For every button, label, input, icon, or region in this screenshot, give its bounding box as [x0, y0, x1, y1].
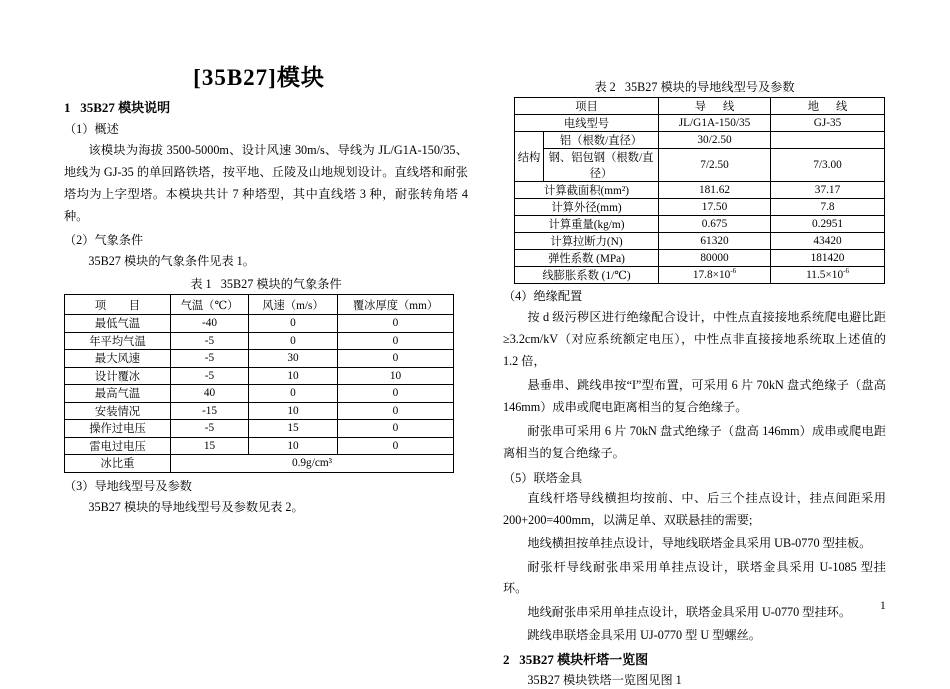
- value-exponent: -6: [730, 267, 737, 276]
- table-row: [515, 216, 885, 233]
- page-title: [35B27]模块: [193, 65, 325, 90]
- table-cell: 40: [171, 385, 249, 403]
- table-cell: 0.9g/cm³: [171, 455, 454, 473]
- subsection-1-1-heading: （1）概述: [64, 122, 119, 136]
- table-cell: 最大风速: [65, 350, 171, 368]
- table-cell: -5: [171, 420, 249, 438]
- table-cell: 计算重量(kg/m): [515, 216, 659, 233]
- page-number: 1: [880, 600, 886, 612]
- table-footer-row: [65, 455, 454, 473]
- left-column: [64, 100, 468, 518]
- wire-parameters-table: [514, 97, 885, 284]
- table-cell: 0: [249, 332, 338, 350]
- table-cell: 0.2951: [771, 216, 885, 233]
- table-cell: 0: [249, 315, 338, 333]
- table-cell: 雷电过电压: [65, 437, 171, 455]
- table-cell: 电线型号: [515, 115, 659, 132]
- table-header-row: [515, 98, 885, 115]
- table-cell: 年平均气温: [65, 332, 171, 350]
- table-cell: 0.675: [659, 216, 771, 233]
- table-row: [515, 149, 885, 182]
- subsection-1-3-heading: （3）导地线型号及参数: [64, 478, 192, 493]
- table-row: [65, 437, 454, 455]
- table-cell: 0: [338, 420, 454, 438]
- column-header: 气温（℃）: [171, 295, 249, 315]
- table-cell: 181.62: [659, 182, 771, 199]
- table-cell: -5: [171, 350, 249, 368]
- table-cell: 计算外径(mm): [515, 199, 659, 216]
- table-cell: 30: [249, 350, 338, 368]
- column-header: 地 线: [771, 98, 885, 115]
- table-row: [65, 332, 454, 350]
- fittings-paragraph-1: 直线杆塔导线横担均按前、中、后三个挂点设计，挂点间距采用 200+200=400mm，以满足单、双联悬挂的需要;: [503, 491, 886, 527]
- table-cell: 30/2.50: [659, 132, 771, 149]
- insulation-paragraph-1: 按 d 级污秽区进行绝缘配合设计，中性点直接接地系统爬电避比距≥3.2cm/kV（对应系统额定电压），中性点非直接接地系统取上述值的 1.2 倍，: [503, 310, 886, 368]
- table-cell: [771, 267, 885, 284]
- table-cell: GJ-35: [771, 115, 885, 132]
- insulation-paragraph-2: 悬垂串、跳线串按“I”型布置，可采用 6 片 70kN 盘式绝缘子（盘高 146mm）成串或爬电距离相当的复合绝缘子。: [503, 378, 886, 414]
- table-cell: 10: [249, 367, 338, 385]
- table-cell: 0: [338, 385, 454, 403]
- weather-conditions-table: [64, 294, 454, 473]
- table-row: [65, 420, 454, 438]
- table-header-row: [65, 295, 454, 315]
- section-2-paragraph: 35B27 模块铁塔一览图见图 1: [527, 672, 682, 687]
- table-cell: 弹性系数 (MPa): [515, 250, 659, 267]
- table-cell: 43420: [771, 233, 885, 250]
- table-cell: 计算截面积(mm²): [515, 182, 659, 199]
- right-column: [503, 78, 886, 689]
- table-cell: 37.17: [771, 182, 885, 199]
- value-exponent: -6: [843, 267, 849, 276]
- table-cell: 10: [249, 437, 338, 455]
- table-row: [65, 402, 454, 420]
- fittings-paragraph-5: 跳线串联塔金具采用 UJ-0770 型 U 型螺丝。: [527, 628, 761, 642]
- table-row: [515, 132, 885, 149]
- table-cell: 线膨胀系数 (1/℃): [515, 267, 659, 284]
- table-cell: 80000: [659, 250, 771, 267]
- table-cell: 181420: [771, 250, 885, 267]
- table-cell: 安装情况: [65, 402, 171, 420]
- fittings-paragraph-4: 地线耐张串采用单挂点设计，联塔金具采用 U-0770 型挂环。: [527, 604, 852, 619]
- value-base: 17.8×10: [692, 269, 731, 281]
- column-header: 覆冰厚度（mm）: [338, 295, 454, 315]
- table-cell: -5: [171, 332, 249, 350]
- table-cell: 操作过电压: [65, 420, 171, 438]
- table-cell: 7/2.50: [659, 149, 771, 182]
- table-cell: 结构: [515, 132, 544, 182]
- fittings-paragraph-2: 地线横担按单挂点设计，导地线联塔金具采用 UB-0770 型挂板。: [527, 536, 872, 550]
- table-cell: 17.50: [659, 199, 771, 216]
- column-header: 项目: [515, 98, 659, 115]
- table-cell: 设计覆冰: [65, 367, 171, 385]
- table-cell: 0: [338, 350, 454, 368]
- table-cell: 0: [338, 332, 454, 350]
- table-cell: JL/G1A-150/35: [659, 115, 771, 132]
- table-cell: 0: [338, 437, 454, 455]
- table-cell: -5: [171, 367, 249, 385]
- table-cell: 10: [338, 367, 454, 385]
- table-row: [515, 199, 885, 216]
- column-header: 项 目: [65, 295, 171, 315]
- table-cell: 10: [249, 402, 338, 420]
- subsection-1-2-heading: （2）气象条件: [64, 233, 144, 247]
- table-row: [515, 233, 885, 250]
- table-row: [515, 115, 885, 132]
- table-cell: 0: [249, 385, 338, 403]
- table-cell: 15: [171, 437, 249, 455]
- table-row: [515, 182, 885, 199]
- table-cell: 7.8: [771, 199, 885, 216]
- table2-caption: 表 2 35B27 模块的导地线型号及参数: [594, 80, 795, 94]
- table-cell: 7/3.00: [771, 149, 885, 182]
- section-1-heading: 1 35B27 模块说明: [64, 100, 171, 115]
- table-cell: -15: [171, 402, 249, 420]
- column-header: 导 线: [659, 98, 771, 115]
- table-cell: 计算拉断力(N): [515, 233, 659, 250]
- table-cell: 0: [338, 315, 454, 333]
- table-cell: 铝（根数/直径）: [544, 132, 659, 149]
- table-row: [65, 350, 454, 368]
- table-cell: 最低气温: [65, 315, 171, 333]
- section-2-heading: 2 35B27 模块杆塔一览图: [503, 651, 649, 667]
- table-cell: [771, 132, 885, 149]
- wires-intro-paragraph: 35B27 模块的导地线型号及参数见表 2。: [88, 499, 304, 514]
- table-cell: 最高气温: [65, 385, 171, 403]
- table1-caption: 表 1 35B27 模块的气象条件: [190, 277, 342, 291]
- table-cell: 冰比重: [65, 455, 171, 473]
- table-cell: 15: [249, 420, 338, 438]
- table-row: [515, 267, 885, 284]
- overview-paragraph: 该模块为海拔 3500-5000m、设计风速 30m/s、导线为 JL/G1A-150/35、地线为 GJ-35 的单回路铁塔，按平地、丘陵及山地规划设计。直线塔和耐张塔均为上字型塔。本模块共计 7 种塔型，其中直线塔 3 种，耐张转角塔 4 种。: [64, 143, 468, 223]
- value-base: 11.5×10: [806, 269, 844, 281]
- table-cell: 61320: [659, 233, 771, 250]
- table-cell: [659, 267, 771, 284]
- column-header: 风速（m/s）: [249, 295, 338, 315]
- table-row: [65, 315, 454, 333]
- subsection-1-5-heading: （5）联塔金具: [503, 471, 583, 485]
- table-row: [65, 367, 454, 385]
- table-row: [65, 385, 454, 403]
- weather-intro-paragraph: 35B27 模块的气象条件见表 1。: [88, 254, 255, 268]
- subsection-1-4-heading: （4）绝缘配置: [503, 289, 583, 303]
- table-cell: -40: [171, 315, 249, 333]
- table-row: [515, 250, 885, 267]
- table-cell: 钢、铝包钢（根数/直径）: [544, 149, 659, 182]
- table-cell: 0: [338, 402, 454, 420]
- fittings-paragraph-3: 耐张杆导线耐张串采用单挂点设计，联塔金具采用 U-1085 型挂环。: [503, 559, 886, 595]
- insulation-paragraph-3: 耐张串可采用 6 片 70kN 盘式绝缘子（盘高 146mm）成串或爬电距离相当的复合绝缘子。: [503, 424, 886, 460]
